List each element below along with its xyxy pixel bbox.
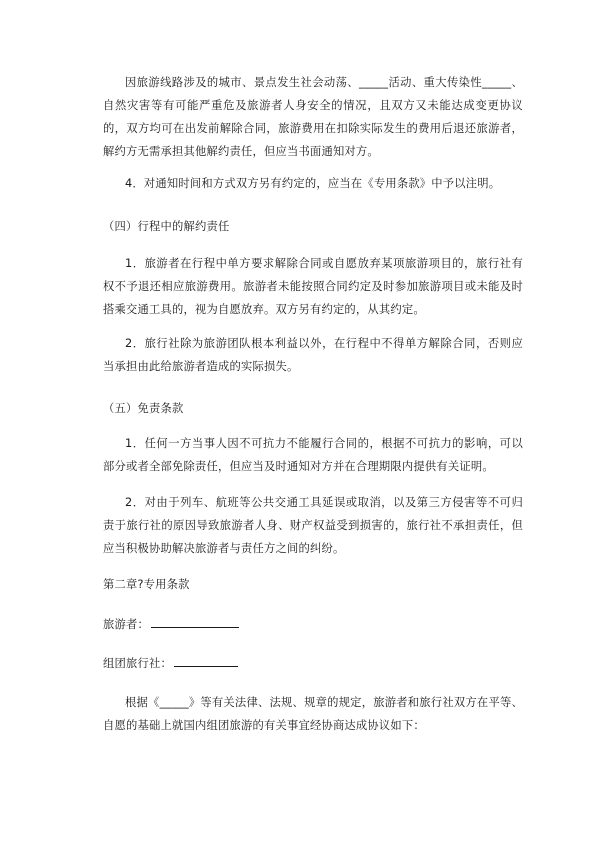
agency-label: 组团旅行社：	[103, 657, 172, 670]
paragraph-force-majeure: 1．任何一方当事人因不可抗力不能履行合同的，根据不可抗力的影响，可以部分或者全部免除责任，但应当及时通知对方并在合理期限内提供有关证明。	[103, 437, 523, 473]
section-heading-in-trip-termination: （四）行程中的解约责任	[103, 220, 230, 233]
chapter-heading: 第二章?专用条款	[103, 578, 190, 591]
tourist-label: 旅游者：	[103, 618, 149, 631]
agency-field	[103, 652, 238, 675]
paragraph-transport-delay: 2．对由于列车、航班等公共交通工具延误或取消，以及第三方侵害等不可归责于旅行社的原因导致旅游者人身、财产权益受到损害的，旅行社不承担责任，但应当积极协助解决旅游者与责任方之间的纠纷。	[103, 496, 523, 555]
paragraph-agreement-basis: 根据《_____》等有关法律、法规、规章的规定，旅游者和旅行社双方在平等、自愿的基础上就国内组团旅游的有关事宜经协商达成协议如下：	[103, 696, 523, 732]
paragraph-tourist-termination: 1．旅游者在行程中单方要求解除合同或自愿放弃某项旅游项目的，旅行社有权不予退还相应旅游费用。旅游者未能按照合同约定及时参加旅游项目或未能及时搭乘交通工具的，视为自愿放弃。双方另有约定的，从其约定。	[103, 257, 523, 316]
tourist-field	[103, 613, 239, 636]
agency-blank-line	[174, 656, 238, 667]
paragraph-agency-termination: 2．旅行社除为旅游团队根本利益以外，在行程中不得单方解除合同，否则应当承担由此给旅游者造成的实际损失。	[103, 337, 523, 373]
paragraph-termination-unrest: 因旅游线路涉及的城市、景点发生社会动荡、_____活动、重大传染性_____、自然灾害等有可能严重危及旅游者人身安全的情况，且双方又未能达成变更协议的，双方均可在出发前解除合同，旅游费用在扣除实际发生的费用后退还旅游者，解约方无需承担其他解约责任，但应当书面通知对方。	[103, 76, 523, 158]
section-heading-exemption: （五）免责条款	[103, 402, 184, 415]
paragraph-notice-method: 4．对通知时间和方式双方另有约定的，应当在《专用条款》中予以注明。	[125, 177, 501, 190]
tourist-blank-line	[151, 617, 239, 628]
